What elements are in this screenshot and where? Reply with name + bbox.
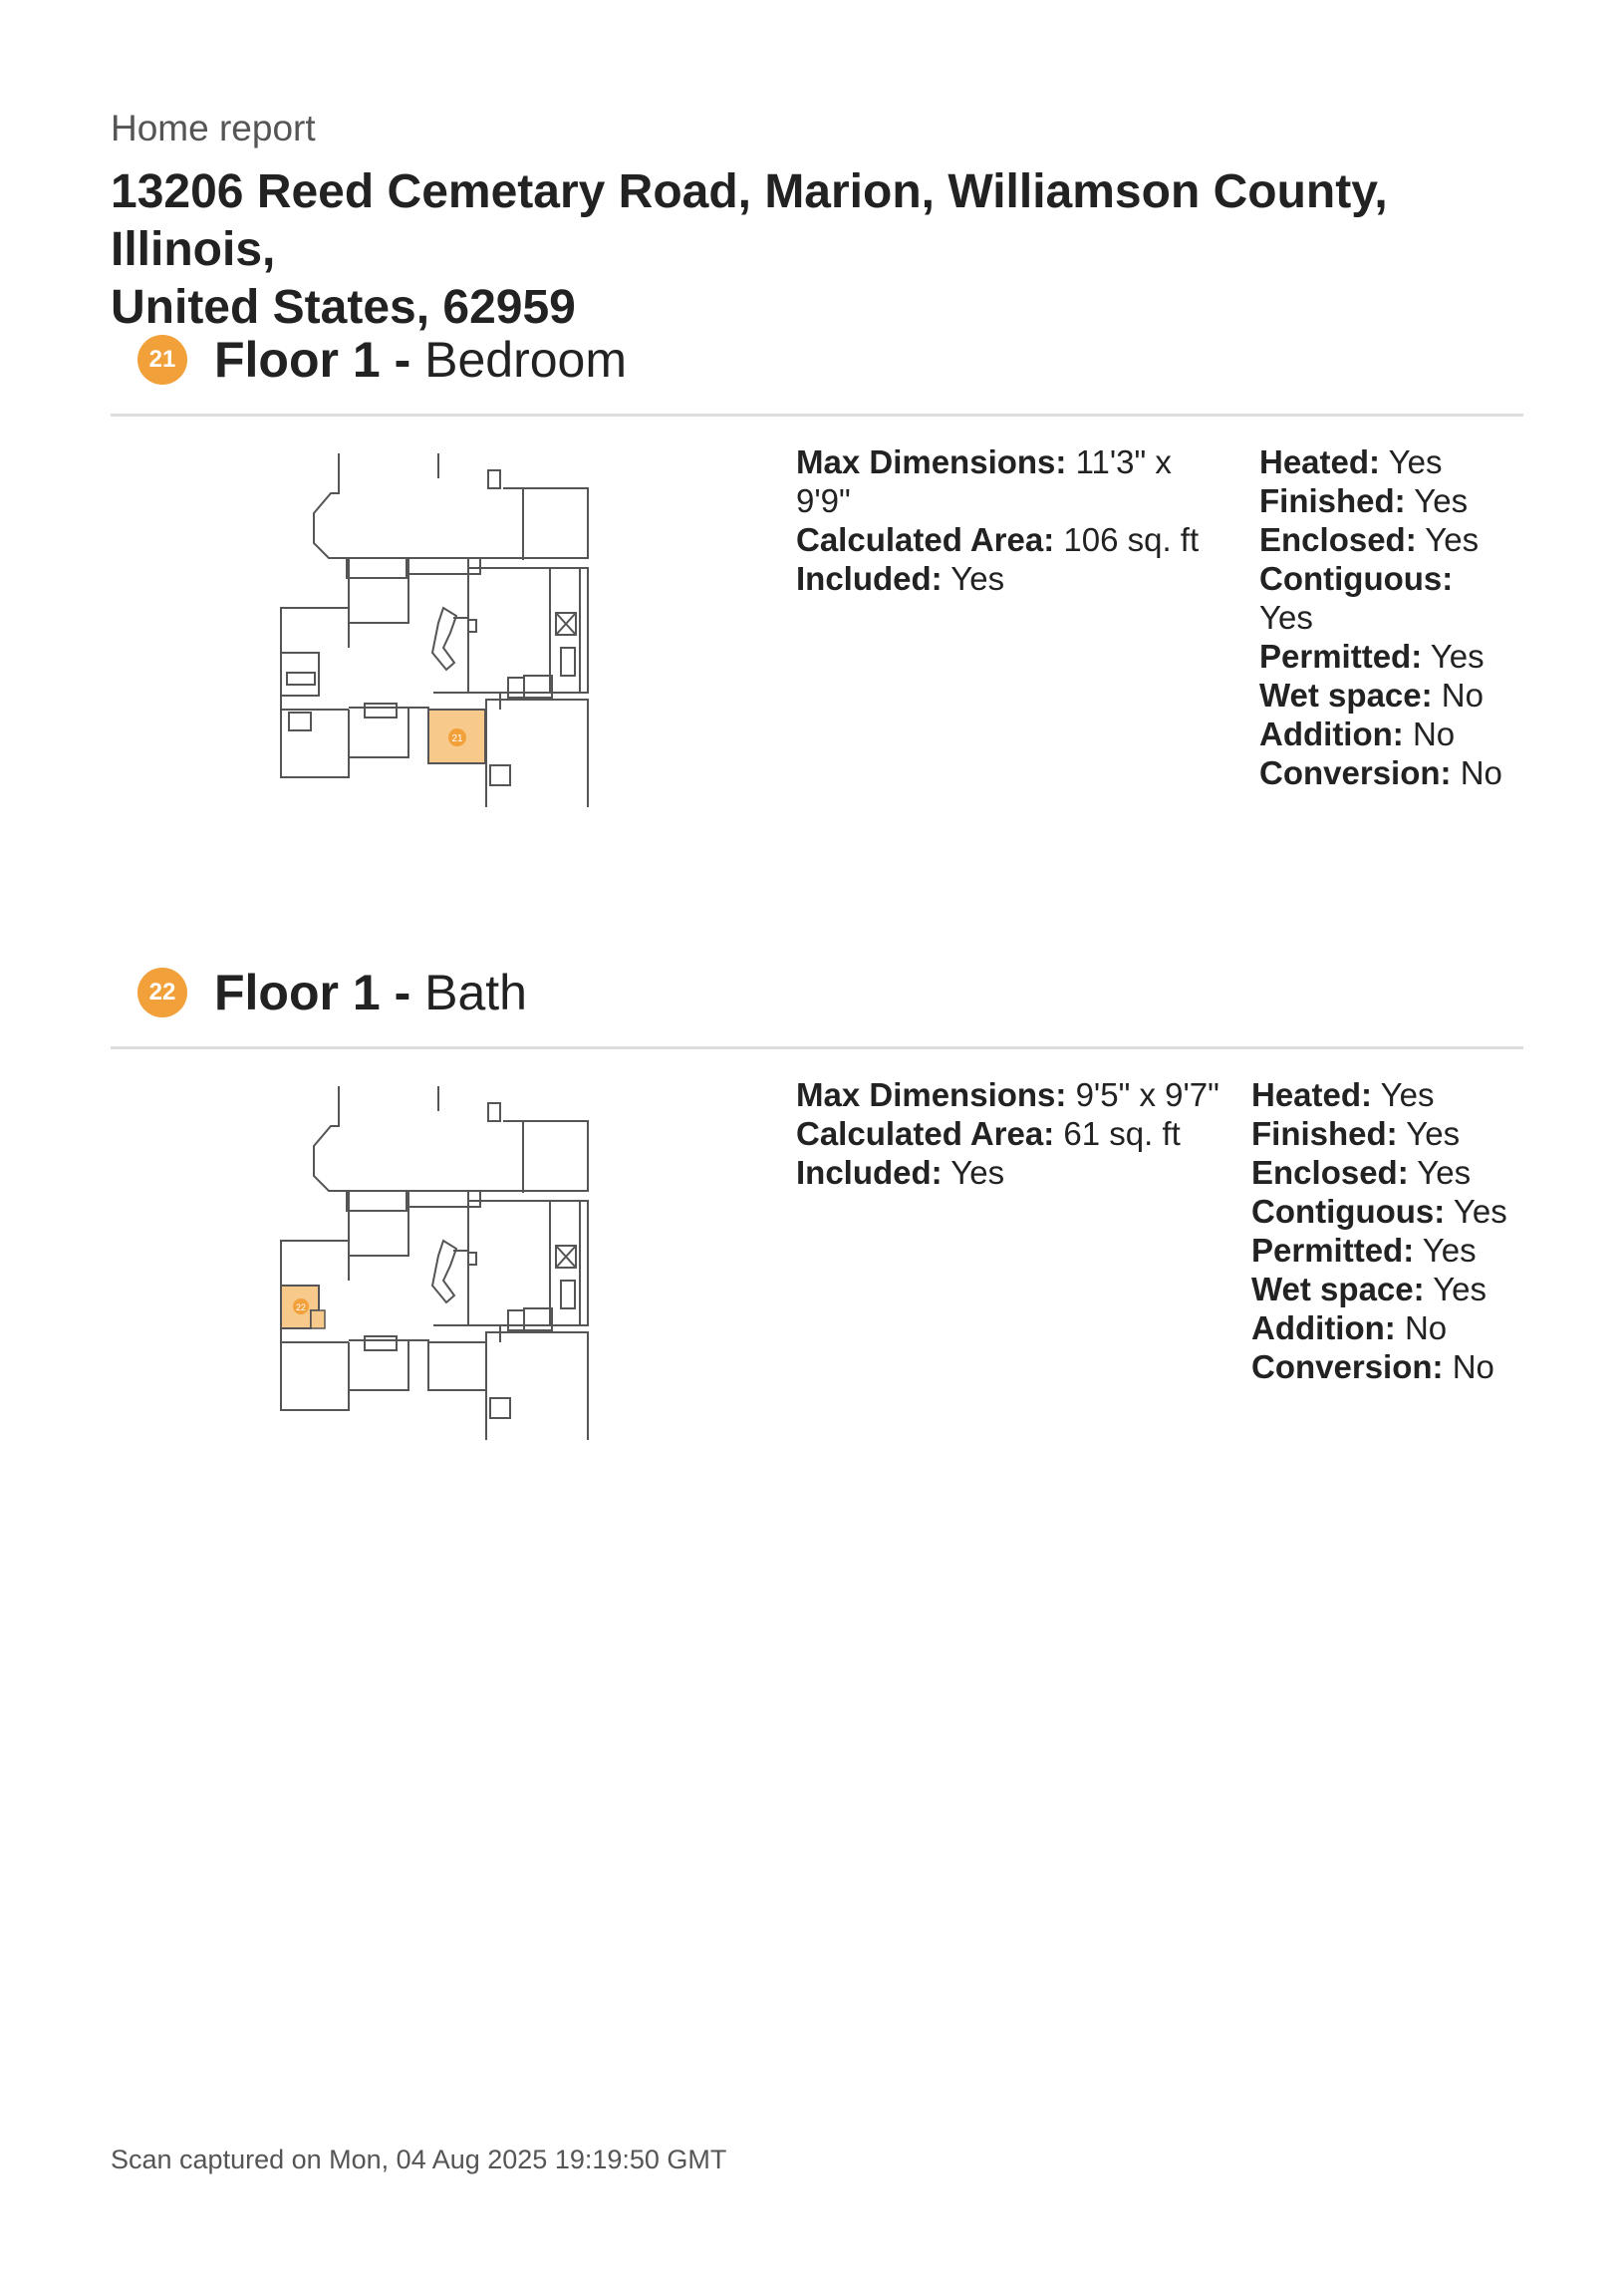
room-floor: Floor 1 bbox=[214, 332, 381, 388]
room-attributes bbox=[1251, 1075, 1507, 1386]
room-header-21 bbox=[111, 327, 1523, 417]
heated: Heated: Yes bbox=[1259, 443, 1443, 480]
addition: Addition: No bbox=[1259, 716, 1456, 752]
highlighted-room-closet bbox=[311, 1310, 325, 1328]
section-divider bbox=[111, 1046, 1523, 1049]
room-title bbox=[214, 964, 527, 1021]
included: Included: Yes bbox=[796, 560, 1005, 597]
conversion: Conversion: No bbox=[1259, 754, 1502, 791]
room-header-22 bbox=[111, 960, 1523, 1049]
finished: Finished: Yes bbox=[1259, 482, 1469, 519]
room-location-marker-label: 21 bbox=[451, 733, 463, 744]
report-type-label: Home report bbox=[111, 108, 316, 148]
room-title bbox=[214, 331, 627, 389]
contiguous: Contiguous: Yes bbox=[1251, 1193, 1507, 1230]
contiguous: Contiguous: bbox=[1259, 560, 1454, 597]
calculated-area: Calculated Area: 106 sq. ft bbox=[796, 521, 1200, 558]
room-title-separator: - bbox=[380, 332, 425, 388]
room-number-badge: 21 bbox=[137, 335, 187, 385]
max-dimensions: Max Dimensions: 11'3" x bbox=[796, 443, 1172, 480]
address-line-2: United States, 62959 bbox=[111, 281, 576, 334]
floor-plan-diagram bbox=[279, 448, 598, 807]
max-dimensions-continued: 9'9" bbox=[796, 482, 851, 519]
room-attributes bbox=[1259, 442, 1502, 792]
finished: Finished: Yes bbox=[1251, 1115, 1461, 1152]
room-title-separator: - bbox=[380, 965, 425, 1020]
enclosed: Enclosed: Yes bbox=[1259, 521, 1480, 558]
conversion: Conversion: No bbox=[1251, 1348, 1494, 1385]
scan-timestamp: Scan captured on Mon, 04 Aug 2025 19:19:50 GMT bbox=[111, 2145, 727, 2174]
calculated-area: Calculated Area: 61 sq. ft bbox=[796, 1115, 1181, 1152]
property-address bbox=[111, 163, 1545, 337]
addition: Addition: No bbox=[1251, 1309, 1448, 1346]
permitted: Permitted: Yes bbox=[1259, 638, 1485, 675]
room-number-badge: 22 bbox=[137, 968, 187, 1017]
included: Included: Yes bbox=[796, 1154, 1005, 1191]
contiguous-value: Yes bbox=[1259, 599, 1313, 636]
wet-space: Wet space: No bbox=[1259, 677, 1484, 714]
heated: Heated: Yes bbox=[1251, 1076, 1435, 1113]
enclosed: Enclosed: Yes bbox=[1251, 1154, 1472, 1191]
room-location-marker-label: 22 bbox=[295, 1302, 307, 1312]
floor-plan-diagram bbox=[279, 1081, 598, 1440]
max-dimensions: Max Dimensions: 9'5" x 9'7" bbox=[796, 1076, 1219, 1113]
room-floor: Floor 1 bbox=[214, 965, 381, 1020]
wet-space: Wet space: Yes bbox=[1251, 1271, 1488, 1307]
room-name: Bedroom bbox=[424, 332, 628, 388]
room-dimensions bbox=[796, 442, 1199, 598]
room-dimensions bbox=[796, 1075, 1219, 1192]
room-name: Bath bbox=[424, 965, 527, 1020]
section-divider bbox=[111, 414, 1523, 417]
permitted: Permitted: Yes bbox=[1251, 1232, 1477, 1269]
address-line-1: 13206 Reed Cemetary Road, Marion, Williamson County, Illinois, bbox=[111, 165, 1388, 276]
